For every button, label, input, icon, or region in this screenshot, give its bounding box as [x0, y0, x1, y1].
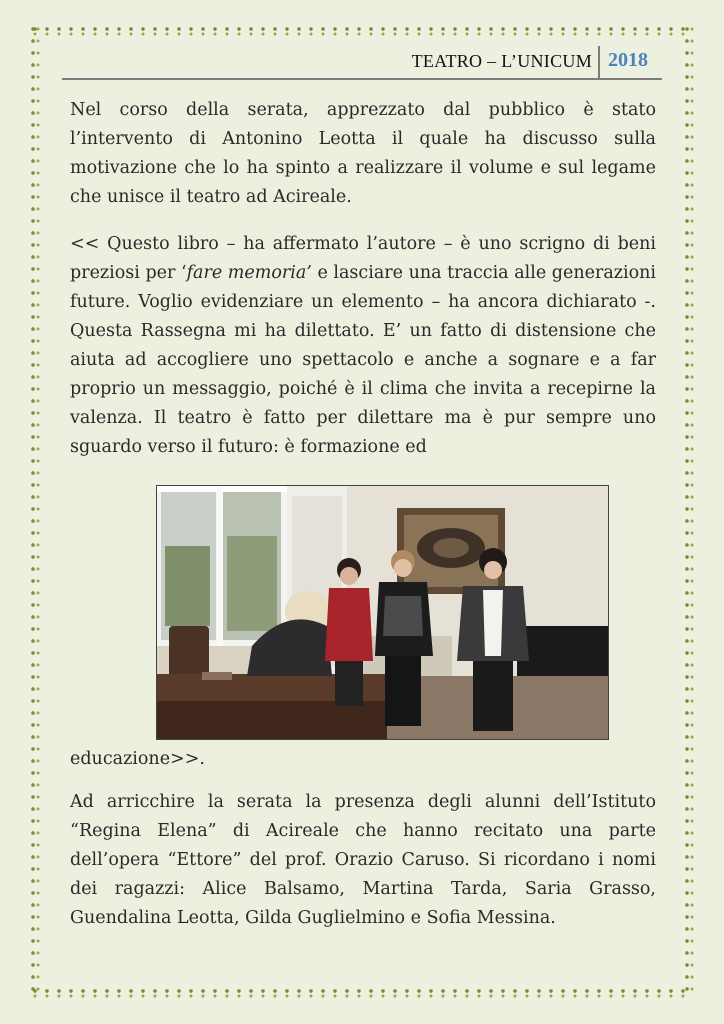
decorative-border-bottom: [32, 988, 692, 998]
decorative-border-left: [30, 26, 40, 998]
header-divider: [598, 46, 600, 80]
quote-text-end: e lasciare una traccia alle generazioni future. Voglio evidenziare un elemento – ha ancora dichiarato -. Questa Rassegna mi ha dilettato. E’ un fatto di distensione che aiuta ad accogliere uno spettacolo e anche a sognare e a far proprio un messaggio, poiché è il clima che invita a recepirne la valenza. Il teatro è fatto per dilettare ma è pur sempre uno sguardo verso il futuro: è formazione ed: [70, 263, 657, 457]
paragraph-students: Ad arricchire la serata la presenza degli alunni dell’Istituto “Regina Elena” di Acireale che hanno recitato una parte dell’opera “Ettore” del prof. Orazio Caruso. Si ricordano i nomi dei ragazzi: Alice Balsamo, Martina Tarda, Saria Grasso, Guendalina Leotta, Gilda Guglielmino e Sofia Messina.: [70, 792, 656, 928]
event-photo: [156, 485, 609, 740]
quote-italic-text: fare memoria’: [186, 263, 312, 283]
decorative-border-top: [32, 26, 692, 36]
header-title: TEATRO – L’UNICUM: [411, 51, 592, 71]
decorative-border-right: [684, 26, 694, 998]
paragraph-quote: [70, 230, 656, 462]
quote-text-start: << Questo libro – ha affermato l’autore – è uno scrigno di beni preziosi per ‘: [70, 234, 656, 283]
event-photo-illustration: [157, 486, 608, 739]
paragraph-continuation: educazione>>.: [70, 749, 205, 769]
header-year: 2018: [608, 49, 648, 71]
paragraph-intro: Nel corso della serata, apprezzato dal pubblico è stato l’intervento di Antonino Leotta il quale ha discusso sulla motivazione che lo ha spinto a realizzare il volume e sul legame che unisce il teatro ad Acireale.: [70, 100, 656, 207]
page-header: [62, 46, 662, 80]
